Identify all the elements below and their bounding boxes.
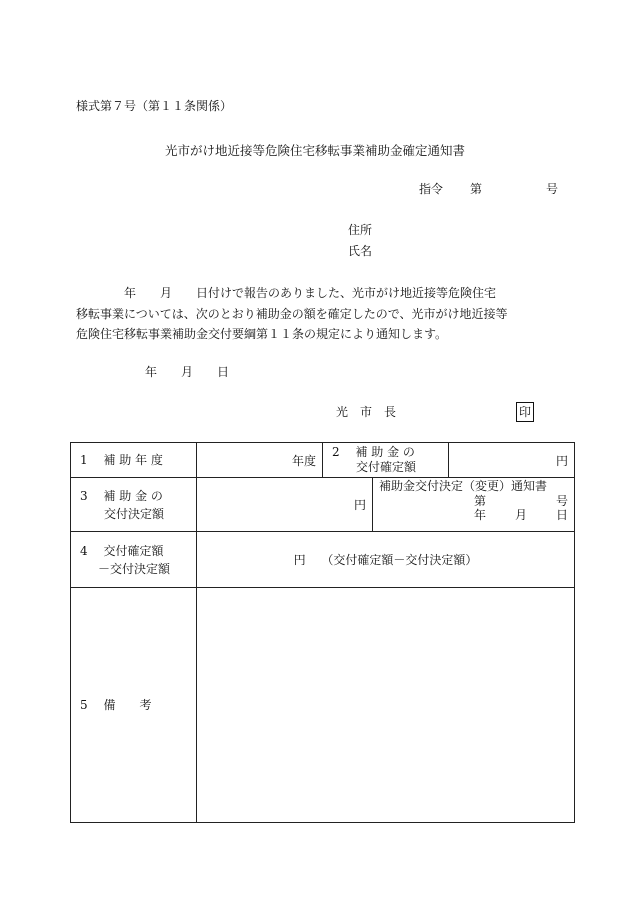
confirmed-amount-label-line2: 交付確定額	[356, 460, 417, 474]
difference-label-line2: －交付決定額	[98, 561, 171, 576]
reference-prefix: 指令	[418, 182, 443, 196]
decided-amount-label-line1: 3 補 助 金 の	[80, 488, 163, 503]
reference-go: 号	[545, 182, 558, 196]
name-label: 氏名	[348, 244, 373, 258]
remarks-label: 5 備 考	[71, 588, 197, 823]
table-row	[71, 588, 575, 823]
notice-day: 日	[556, 508, 569, 522]
seal-mark: 印	[516, 402, 534, 422]
subsidy-table	[70, 442, 575, 823]
notice-title: 補助金交付決定（変更）通知書	[379, 479, 548, 493]
subsidy-year-label: 1 補 助 年 度	[71, 443, 197, 478]
confirmed-amount-label-line1: 2 補 助 金 の	[332, 445, 415, 459]
body-line: 移転事業については、次のとおり補助金の額を確定したので、光市がけ地近接等	[76, 306, 508, 321]
reference-number	[419, 181, 558, 197]
decided-amount-label	[71, 478, 197, 532]
body-paragraph	[76, 283, 508, 345]
decided-amount-value: 円	[197, 478, 373, 532]
remarks-value[interactable]	[197, 588, 575, 823]
subsidy-year-value: 年度	[197, 443, 323, 478]
confirmed-amount-value: 円	[449, 443, 575, 478]
notice-year: 年	[474, 508, 487, 522]
difference-value: 円 （交付確定額－交付決定額）	[197, 532, 575, 588]
address-label: 住所	[348, 223, 373, 237]
notice-month: 月	[515, 508, 528, 522]
reference-dai: 第	[469, 182, 482, 196]
form-number: 様式第７号（第１１条関係）	[76, 99, 233, 113]
table-row	[71, 532, 575, 588]
body-line: 危険住宅移転事業補助金交付要綱第１１条の規定により通知します。	[76, 327, 448, 341]
notice-dai: 第	[474, 493, 487, 508]
difference-label-line1: 4 交付確定額	[80, 543, 164, 558]
table-row	[71, 478, 575, 532]
table-row	[71, 443, 575, 478]
body-line: 年 月 日付けで報告のありました、光市がけ地近接等危険住宅	[76, 286, 497, 300]
notice-go: 号	[556, 493, 569, 508]
document-title: 光市がけ地近接等危険住宅移転事業補助金確定通知書	[164, 143, 465, 158]
issue-date: 年 月 日	[145, 365, 230, 379]
difference-label	[71, 532, 197, 588]
mayor-title: 光 市 長	[336, 405, 397, 419]
decision-notice	[373, 478, 575, 532]
decided-amount-label-line2: 交付決定額	[104, 506, 165, 521]
confirmed-amount-label	[323, 443, 449, 478]
